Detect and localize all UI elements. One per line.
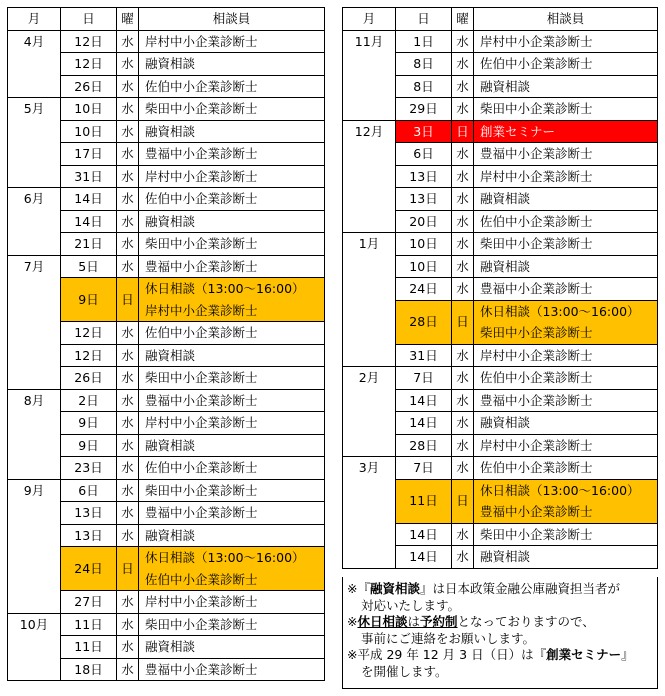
counselor-cell: 柴田中小企業診断士 — [139, 367, 325, 390]
note-text: ※ — [347, 614, 358, 629]
schedule-row — [8, 389, 325, 412]
weekday-cell: 日 — [452, 479, 474, 523]
day-cell: 9日 — [61, 278, 117, 322]
day-cell: 14日 — [396, 546, 452, 569]
day-cell: 8日 — [396, 75, 452, 98]
weekday-cell: 日 — [117, 278, 139, 322]
counselor-cell: 柴田中小企業診断士 — [139, 479, 325, 502]
weekday-cell: 水 — [452, 546, 474, 569]
counselor-cell: 岸村中小企業診断士 — [474, 165, 658, 188]
counselor-cell: 豊福中小企業診断士 — [474, 143, 658, 166]
day-cell: 8日 — [396, 53, 452, 76]
counselor-cell: 豊福中小企業診断士 — [139, 143, 325, 166]
header-weekday: 曜 — [452, 8, 474, 31]
header-day: 日 — [61, 8, 117, 31]
counselor-cell: 佐伯中小企業診断士 — [474, 367, 658, 390]
schedule-table-right — [342, 7, 658, 569]
month-cell: 2月 — [343, 367, 396, 457]
month-cell: 9月 — [8, 479, 61, 613]
header-row — [8, 8, 325, 31]
day-cell: 9日 — [61, 434, 117, 457]
note-text: は — [407, 614, 421, 629]
day-cell: 21日 — [61, 233, 117, 256]
weekday-cell: 水 — [117, 367, 139, 390]
counselor-cell: 豊福中小企業診断士 — [474, 278, 658, 301]
day-cell: 3日 — [396, 120, 452, 143]
month-cell: 1月 — [343, 233, 396, 367]
month-cell: 7月 — [8, 255, 61, 389]
day-cell: 13日 — [396, 165, 452, 188]
month-cell: 4月 — [8, 30, 61, 98]
weekday-cell: 水 — [452, 143, 474, 166]
counselor-cell: 融資相談 — [474, 412, 658, 435]
note-bold-text: 予約制 — [420, 614, 458, 629]
weekday-cell: 水 — [452, 344, 474, 367]
weekday-cell: 水 — [452, 389, 474, 412]
month-cell: 3月 — [343, 457, 396, 569]
counselor-cell: 柴田中小企業診断士 — [474, 233, 658, 256]
day-cell: 14日 — [61, 210, 117, 233]
day-cell: 5日 — [61, 255, 117, 278]
counselor-cell: 佐伯中小企業診断士 — [474, 210, 658, 233]
day-cell: 10日 — [396, 233, 452, 256]
day-cell: 20日 — [396, 210, 452, 233]
counselor-cell: 休日相談（13:00～16:00） — [474, 479, 658, 501]
counselor-cell: 融資相談 — [139, 53, 325, 76]
counselor-cell: 融資相談 — [474, 255, 658, 278]
weekday-cell: 水 — [117, 412, 139, 435]
counselor-cell: 融資相談 — [474, 75, 658, 98]
weekday-cell: 水 — [452, 210, 474, 233]
day-cell: 13日 — [61, 502, 117, 525]
counselor-cell: 融資相談 — [139, 636, 325, 659]
counselor-cell: 豊福中小企業診断士 — [139, 658, 325, 681]
weekday-cell: 水 — [452, 367, 474, 390]
counselor-cell: 佐伯中小企業診断士 — [139, 457, 325, 480]
counselor-cell: 岸村中小企業診断士 — [139, 591, 325, 614]
schedule-row — [8, 255, 325, 278]
weekday-cell: 水 — [117, 188, 139, 211]
counselor-cell: 豊福中小企業診断士 — [474, 389, 658, 412]
month-cell: 6月 — [8, 188, 61, 256]
day-cell: 13日 — [61, 524, 117, 547]
schedule-row — [8, 30, 325, 53]
counselor-cell: 休日相談（13:00～16:00） — [139, 547, 325, 569]
day-cell: 28日 — [396, 300, 452, 344]
counselor-cell: 柴田中小企業診断士 — [139, 613, 325, 636]
day-cell: 12日 — [61, 344, 117, 367]
counselor-cell: 岸村中小企業診断士 — [474, 434, 658, 457]
counselor-cell: 融資相談 — [139, 434, 325, 457]
weekday-cell: 水 — [117, 636, 139, 659]
note-text: を開催します。 — [361, 663, 448, 679]
weekday-cell: 水 — [117, 502, 139, 525]
weekday-cell: 水 — [117, 389, 139, 412]
schedule-row — [343, 367, 658, 390]
note-text: ※平成 29 年 12 月 3 日（日）は『 — [347, 647, 547, 662]
month-cell: 10月 — [8, 613, 61, 681]
weekday-cell: 日 — [452, 120, 474, 143]
counselor-cell: 柴田中小企業診断士 — [139, 98, 325, 121]
weekday-cell: 水 — [117, 210, 139, 233]
schedule-row — [8, 479, 325, 502]
weekday-cell: 日 — [452, 300, 474, 344]
weekday-cell: 水 — [117, 143, 139, 166]
note-text: 』は日本政策金融公庫融資担当者が — [420, 581, 621, 596]
weekday-cell: 水 — [452, 30, 474, 53]
counselor-cell: 柴田中小企業診断士 — [474, 322, 658, 344]
weekday-cell: 水 — [452, 165, 474, 188]
day-cell: 24日 — [396, 278, 452, 301]
weekday-cell: 水 — [452, 523, 474, 546]
note-loan — [347, 581, 653, 614]
weekday-cell: 水 — [117, 75, 139, 98]
day-cell: 12日 — [61, 53, 117, 76]
note-text: ※『 — [347, 581, 370, 596]
weekday-cell: 水 — [452, 457, 474, 480]
weekday-cell: 水 — [117, 233, 139, 256]
counselor-cell: 岸村中小企業診断士 — [139, 300, 325, 322]
counselor-cell: 豊福中小企業診断士 — [139, 389, 325, 412]
header-weekday: 曜 — [117, 8, 139, 31]
day-cell: 18日 — [61, 658, 117, 681]
schedule-row — [8, 98, 325, 121]
day-cell: 7日 — [396, 367, 452, 390]
counselor-cell: 融資相談 — [139, 120, 325, 143]
counselor-cell: 豊福中小企業診断士 — [139, 502, 325, 525]
weekday-cell: 水 — [117, 53, 139, 76]
day-cell: 29日 — [396, 98, 452, 121]
day-cell: 27日 — [61, 591, 117, 614]
weekday-cell: 水 — [452, 412, 474, 435]
counselor-cell: 佐伯中小企業診断士 — [139, 75, 325, 98]
weekday-cell: 水 — [117, 344, 139, 367]
counselor-cell: 佐伯中小企業診断士 — [139, 569, 325, 591]
day-cell: 13日 — [396, 188, 452, 211]
schedule-row — [343, 233, 658, 256]
counselor-cell: 柴田中小企業診断士 — [474, 98, 658, 121]
notes-box — [342, 577, 658, 689]
day-cell: 26日 — [61, 367, 117, 390]
day-cell: 10日 — [61, 120, 117, 143]
day-cell: 11日 — [61, 613, 117, 636]
day-cell: 14日 — [396, 523, 452, 546]
note-bold-text: 融資相談 — [369, 581, 420, 596]
schedule-row — [8, 188, 325, 211]
weekday-cell: 水 — [117, 457, 139, 480]
note-bold-text: 休日相談 — [357, 614, 408, 629]
weekday-cell: 水 — [117, 255, 139, 278]
day-cell: 6日 — [61, 479, 117, 502]
counselor-cell: 岸村中小企業診断士 — [474, 344, 658, 367]
schedule-row — [343, 120, 658, 143]
day-cell: 31日 — [61, 165, 117, 188]
counselor-cell: 岸村中小企業診断士 — [139, 412, 325, 435]
counselor-cell: 豊福中小企業診断士 — [139, 255, 325, 278]
weekday-cell: 水 — [452, 434, 474, 457]
day-cell: 1日 — [396, 30, 452, 53]
header-counselor: 相談員 — [474, 8, 658, 31]
day-cell: 23日 — [61, 457, 117, 480]
weekday-cell: 水 — [117, 658, 139, 681]
weekday-cell: 水 — [117, 479, 139, 502]
header-row — [343, 8, 658, 31]
note-text: 』 — [621, 647, 634, 662]
weekday-cell: 水 — [452, 255, 474, 278]
counselor-cell: 融資相談 — [139, 210, 325, 233]
counselor-cell: 佐伯中小企業診断士 — [474, 457, 658, 480]
note-text: 事前にご連絡をお願いします。 — [361, 630, 536, 646]
weekday-cell: 水 — [117, 120, 139, 143]
schedule-row — [343, 457, 658, 480]
counselor-cell: 融資相談 — [474, 188, 658, 211]
day-cell: 14日 — [61, 188, 117, 211]
day-cell: 14日 — [396, 389, 452, 412]
header-month: 月 — [8, 8, 61, 31]
day-cell: 2日 — [61, 389, 117, 412]
note-text: 対応いたします。 — [361, 597, 461, 613]
counselor-cell: 融資相談 — [474, 546, 658, 569]
counselor-cell: 創業セミナー — [474, 120, 658, 143]
weekday-cell: 日 — [117, 547, 139, 591]
counselor-cell: 岸村中小企業診断士 — [139, 165, 325, 188]
counselor-cell: 岸村中小企業診断士 — [139, 30, 325, 53]
day-cell: 10日 — [396, 255, 452, 278]
counselor-cell: 休日相談（13:00～16:00） — [474, 300, 658, 322]
weekday-cell: 水 — [452, 233, 474, 256]
counselor-cell: 佐伯中小企業診断士 — [474, 53, 658, 76]
day-cell: 6日 — [396, 143, 452, 166]
day-cell: 11日 — [61, 636, 117, 659]
weekday-cell: 水 — [117, 322, 139, 345]
header-month: 月 — [343, 8, 396, 31]
weekday-cell: 水 — [452, 278, 474, 301]
counselor-cell: 佐伯中小企業診断士 — [139, 188, 325, 211]
schedule-row — [8, 613, 325, 636]
weekday-cell: 水 — [117, 98, 139, 121]
counselor-cell: 柴田中小企業診断士 — [139, 233, 325, 256]
counselor-cell: 融資相談 — [139, 524, 325, 547]
day-cell: 26日 — [61, 75, 117, 98]
note-seminar — [347, 647, 653, 680]
weekday-cell: 水 — [117, 30, 139, 53]
day-cell: 14日 — [396, 412, 452, 435]
day-cell: 12日 — [61, 322, 117, 345]
header-day: 日 — [396, 8, 452, 31]
day-cell: 17日 — [61, 143, 117, 166]
weekday-cell: 水 — [117, 524, 139, 547]
counselor-cell: 休日相談（13:00～16:00） — [139, 278, 325, 300]
weekday-cell: 水 — [452, 188, 474, 211]
day-cell: 24日 — [61, 547, 117, 591]
counselor-cell: 融資相談 — [139, 344, 325, 367]
note-holiday — [347, 614, 653, 647]
weekday-cell: 水 — [452, 75, 474, 98]
counselor-cell: 豊福中小企業診断士 — [474, 501, 658, 523]
header-counselor: 相談員 — [139, 8, 325, 31]
counselor-cell: 柴田中小企業診断士 — [474, 523, 658, 546]
day-cell: 31日 — [396, 344, 452, 367]
day-cell: 11日 — [396, 479, 452, 523]
month-cell: 8月 — [8, 389, 61, 479]
month-cell: 5月 — [8, 98, 61, 188]
weekday-cell: 水 — [452, 98, 474, 121]
weekday-cell: 水 — [117, 591, 139, 614]
day-cell: 9日 — [61, 412, 117, 435]
day-cell: 28日 — [396, 434, 452, 457]
note-text: となっておりますので、 — [457, 614, 595, 629]
month-cell: 11月 — [343, 30, 396, 120]
day-cell: 7日 — [396, 457, 452, 480]
day-cell: 10日 — [61, 98, 117, 121]
weekday-cell: 水 — [117, 434, 139, 457]
schedule-table-left — [7, 7, 325, 681]
counselor-cell: 佐伯中小企業診断士 — [139, 322, 325, 345]
weekday-cell: 水 — [117, 613, 139, 636]
day-cell: 12日 — [61, 30, 117, 53]
schedule-row — [343, 30, 658, 53]
month-cell: 12月 — [343, 120, 396, 233]
weekday-cell: 水 — [117, 165, 139, 188]
weekday-cell: 水 — [452, 53, 474, 76]
counselor-cell: 岸村中小企業診断士 — [474, 30, 658, 53]
note-bold-text: 創業セミナー — [546, 647, 622, 662]
